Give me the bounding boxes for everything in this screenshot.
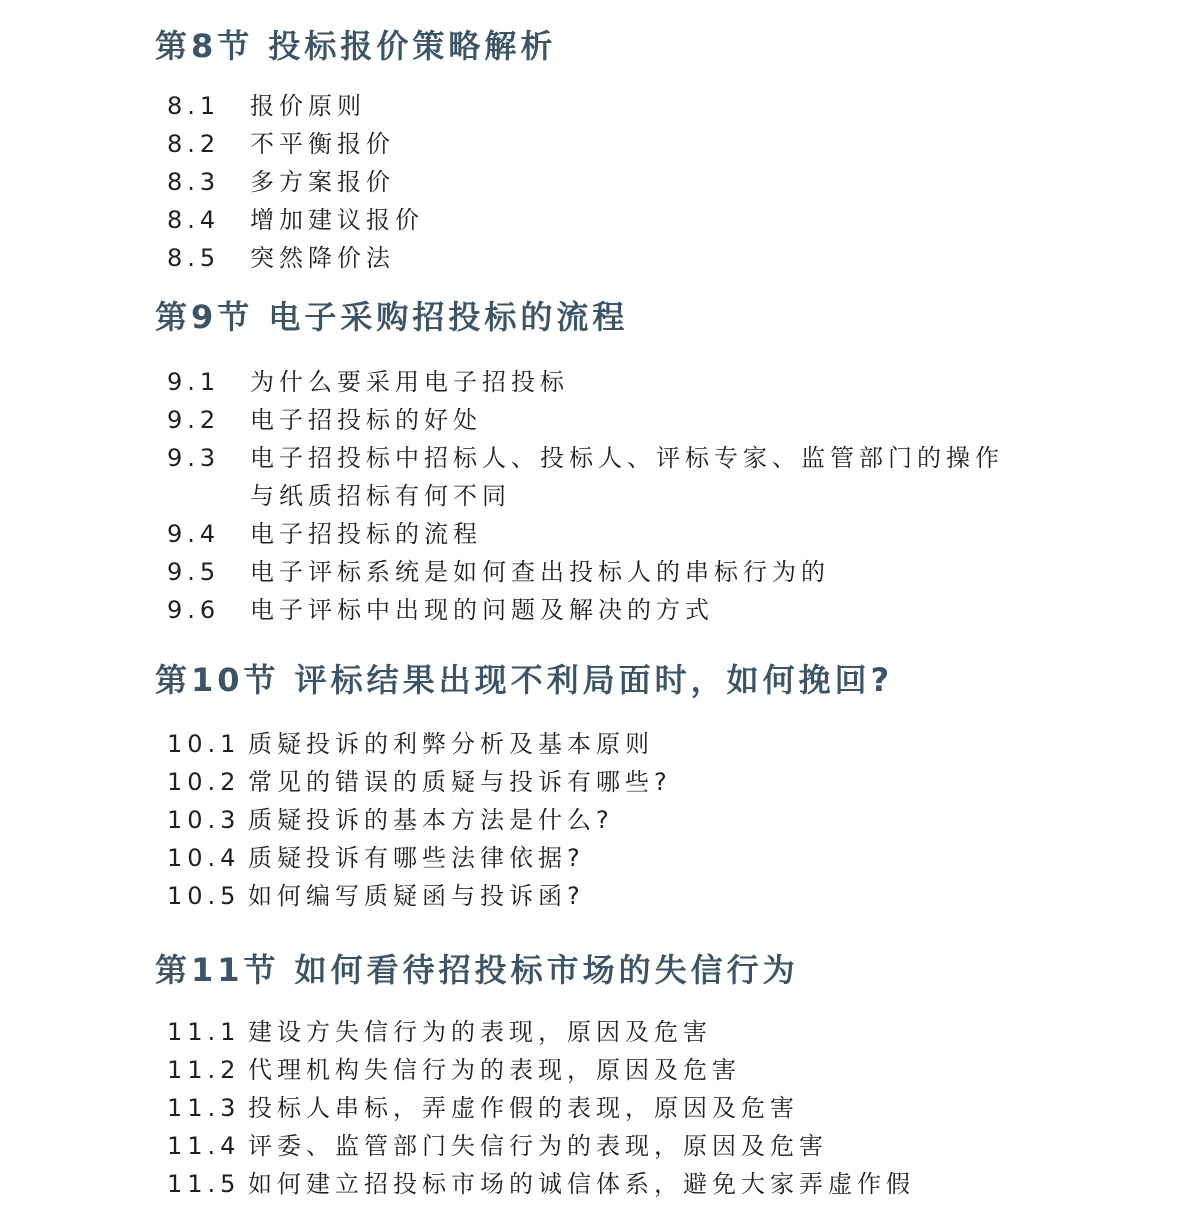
item-number: 9.5: [167, 558, 221, 586]
item-text: 电子招投标中招标人、投标人、评标专家、监管部门的操作: [250, 444, 1004, 472]
item-number: 9.3: [167, 444, 221, 472]
section-9-heading: 第9节 电子采购招投标的流程: [155, 298, 629, 336]
item-text: 突然降价法: [250, 244, 395, 272]
item-number: 9.6: [167, 596, 221, 624]
section-11-heading: 第11节 如何看待招投标市场的失信行为: [155, 951, 799, 989]
item-number: 11.3: [167, 1094, 241, 1122]
item-number: 8.1: [167, 92, 221, 120]
item-number: 10.4: [167, 844, 241, 872]
item-number: 9.4: [167, 520, 221, 548]
item-text: 不平衡报价: [250, 130, 395, 158]
item-number: 11.5: [167, 1170, 241, 1198]
item-number: 8.2: [167, 130, 221, 158]
item-number: 11.2: [167, 1056, 241, 1084]
item-number: 9.1: [167, 368, 221, 396]
item-number: 10.3: [167, 806, 241, 834]
item-number: 10.2: [167, 768, 241, 796]
item-number: 11.4: [167, 1132, 241, 1160]
item-number: 10.5: [167, 882, 241, 910]
item-text: 质疑投诉有哪些法律依据?: [248, 844, 585, 872]
item-text: 评委、监管部门失信行为的表现，原因及危害: [248, 1132, 828, 1160]
item-text: 电子评标中出现的问题及解决的方式: [250, 596, 714, 624]
item-text: 质疑投诉的基本方法是什么?: [248, 806, 614, 834]
item-number: 8.3: [167, 168, 221, 196]
item-number: 8.5: [167, 244, 221, 272]
item-text: 常见的错误的质疑与投诉有哪些?: [248, 768, 672, 796]
item-text: 电子招投标的流程: [250, 520, 482, 548]
item-text: 电子评标系统是如何查出投标人的串标行为的: [250, 558, 830, 586]
item-text: 建设方失信行为的表现，原因及危害: [248, 1018, 712, 1046]
item-text: 如何建立招投标市场的诚信体系，避免大家弄虚作假: [248, 1170, 915, 1198]
item-number: 10.1: [167, 730, 241, 758]
item-text: 为什么要采用电子招投标: [250, 368, 569, 396]
item-text: 如何编写质疑函与投诉函?: [248, 882, 585, 910]
item-text: 代理机构失信行为的表现，原因及危害: [248, 1056, 741, 1084]
item-number: 8.4: [167, 206, 221, 234]
item-text: 电子招投标的好处: [250, 406, 482, 434]
item-text: 增加建议报价: [250, 206, 424, 234]
item-text: 投标人串标，弄虚作假的表现，原因及危害: [248, 1094, 799, 1122]
section-8-heading: 第8节 投标报价策略解析: [155, 27, 557, 65]
section-10-heading: 第10节 评标结果出现不利局面时，如何挽回?: [155, 661, 894, 699]
item-text: 多方案报价: [250, 168, 395, 196]
item-text: 质疑投诉的利弊分析及基本原则: [248, 730, 654, 758]
item-number: 11.1: [167, 1018, 241, 1046]
item-text: 与纸质招标有何不同: [250, 482, 511, 510]
item-text: 报价原则: [250, 92, 366, 120]
item-number: 9.2: [167, 406, 221, 434]
